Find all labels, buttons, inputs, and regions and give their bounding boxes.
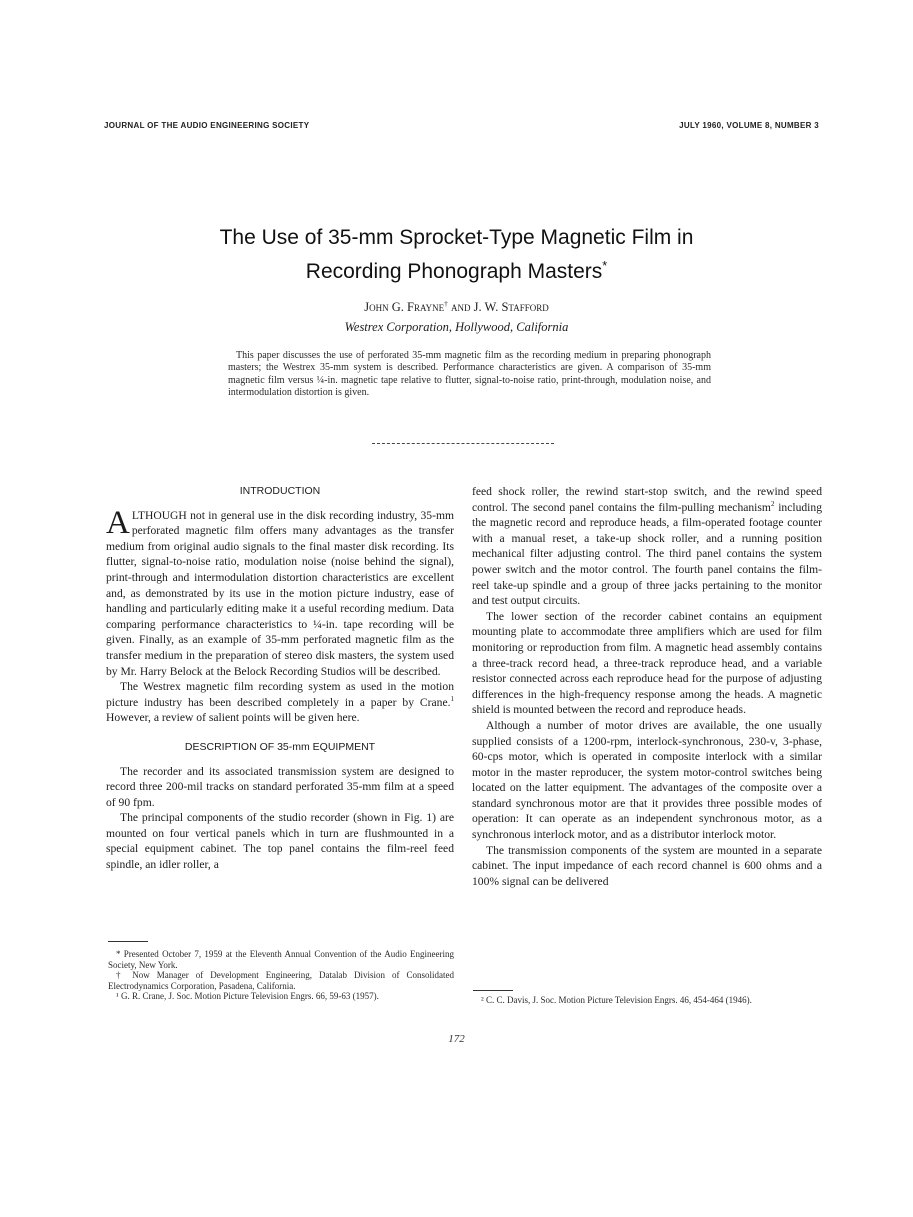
footnote-presented: * Presented October 7, 1959 at the Eleventh Annual Convention of the Audio Engineering Society, New York. bbox=[108, 949, 454, 970]
paper-title-text: Recording Phonograph Masters bbox=[305, 260, 603, 283]
author-1: John G. Frayne bbox=[364, 300, 445, 314]
footnotes-right bbox=[473, 995, 822, 1006]
description-paragraph-1: The recorder and its associated transmission system are designed to record three 200-mil tracks on standard perforated 35-mm film at a speed of 90 fpm. bbox=[106, 764, 454, 809]
footnote-rule-left bbox=[108, 941, 148, 942]
author-2: J. W. Stafford bbox=[473, 300, 549, 314]
affiliation: Westrex Corporation, Hollywood, California bbox=[344, 320, 569, 334]
abstract: This paper discusses the use of perforated 35-mm magnetic film as the recording medium in preparing phonograph masters; the Westrex 35-mm system is described. Performance characteristics are given. A comparison of 35-mm magnetic film versus ¼-in. magnetic tape relative to flutter, signal-to-noise ratio, print-through, modulation noise, and intermodulation distortion is given. bbox=[228, 350, 711, 398]
author-conjunction: and bbox=[451, 300, 471, 314]
footnote-ref-2: ² C. C. Davis, J. Soc. Motion Picture Television Engrs. 46, 454-464 (1946). bbox=[481, 995, 752, 1005]
right-paragraph-2: The lower section of the recorder cabinet contains an equipment mounting plate to accommodate three amplifiers which are used for film monitoring or reproduction from film. A magnetic head assembly contains a three-track record head, a three-track reproduce head, and a variable resistor connected across each reproduce head for the purpose of adjusting differences in the high-frequency response among the heads. A magnetic shield is mounted between the record and reproduce heads. bbox=[472, 609, 822, 717]
left-column bbox=[106, 484, 454, 873]
right-paragraph-1 bbox=[472, 484, 822, 609]
paper-title-line-1: The Use of 35-mm Sprocket-Type Magnetic Film in bbox=[219, 226, 694, 249]
intro-paragraph-1-text: LTHOUGH not in general use in the disk recording industry, 35-mm perforated magnetic film offers many advantages as the transfer medium from original audio signals to the final master disk recording. Its flutter, signal-to-noise ratio, modulation noise (noise behind the signal), print-through and intermodulation distortion characteristics are excellent and, as demonstrated by its use in the motion picture industry, ease of handling and particularly editing make it a useful recording medium. Data comparing performance characteristics to ¼-in. tape recording will be given. Finally, as an example of 35-mm perforated magnetic film as the transfer medium in the preparation of stereo disk masters, the system used by Mr. Harry Belock at the Belock Recording Studios will be described. bbox=[106, 508, 454, 678]
right-paragraph-1-text-a: feed shock roller, the rewind start-stop switch, and the rewind speed control. The second panel contains the film-pulling mechanism bbox=[472, 485, 822, 514]
footnote-rule-right bbox=[473, 990, 513, 991]
section-heading-introduction: INTRODUCTION bbox=[239, 485, 321, 497]
paper-title-line-2 bbox=[0, 260, 913, 284]
intro-paragraph-1 bbox=[106, 504, 454, 680]
description-paragraph-2: The principal components of the studio recorder (shown in Fig. 1) are mounted on four vertical panels which in turn are flushmounted in a special equipment cabinet. The top panel contains the film-reel feed spindle, an idler roller, a bbox=[106, 811, 454, 872]
footnote-author-note: † Now Manager of Development Engineering, Datalab Division of Consolidated Electrodynamics Corporation, Pasadena, California. bbox=[108, 970, 454, 991]
drop-cap: A bbox=[106, 504, 130, 541]
section-heading-description: DESCRIPTION OF 35-mm EQUIPMENT bbox=[184, 740, 376, 753]
abstract-divider bbox=[372, 443, 554, 444]
right-paragraph-1-text-b: including the magnetic record and reproduce heads, a film-operated footage counter with a manual reset, a take-up shock roller, and a running position mechanical filter adjusting control. The third panel contains the system power switch and the motor control. The fourth panel contains the film-reel take-up spindle and a group of three jacks pertaining to the monitor and test output circuits. bbox=[472, 500, 822, 608]
authors bbox=[0, 300, 913, 315]
page-number: 172 bbox=[448, 1033, 465, 1045]
intro-paragraph-2-text-b: However, a review of salient points will be given here. bbox=[106, 711, 360, 725]
journal-name: JOURNAL OF THE AUDIO ENGINEERING SOCIETY bbox=[104, 121, 310, 130]
title-footnote-mark: * bbox=[602, 259, 608, 273]
right-column bbox=[472, 484, 822, 889]
footnotes-left bbox=[108, 949, 454, 1002]
intro-paragraph-2-text-a: The Westrex magnetic film recording system as used in the motion picture industry has been described completely in a paper by Crane. bbox=[106, 680, 454, 709]
intro-paragraph-2 bbox=[106, 679, 454, 726]
issue-info: JULY 1960, VOLUME 8, NUMBER 3 bbox=[679, 121, 819, 130]
right-paragraph-4: The transmission components of the system are mounted in a separate cabinet. The input impedance of each record channel is 600 ohms and a 100% signal can be delivered bbox=[472, 843, 822, 888]
citation-1: 1 bbox=[450, 694, 454, 703]
footnote-ref-1: ¹ G. R. Crane, J. Soc. Motion Picture Television Engrs. 66, 59-63 (1957). bbox=[116, 991, 379, 1002]
citation-2: 2 bbox=[770, 499, 775, 508]
author-1-mark: † bbox=[444, 298, 448, 308]
right-paragraph-3: Although a number of motor drives are available, the one usually supplied consists of a 1200-rpm, interlock-synchronous, 230-v, 3-phase, 60-cps motor, which is operated in composite interlock with a similar motor in the master reproducer, the system motor-control switches being located on the latter equipment. The advantages of the composite over a standard synchronous motor are that it provides three possible modes of operation: It can operate as an independent synchronous motor, as a synchronous interlock motor, and as a distributor interlock motor. bbox=[472, 718, 822, 842]
